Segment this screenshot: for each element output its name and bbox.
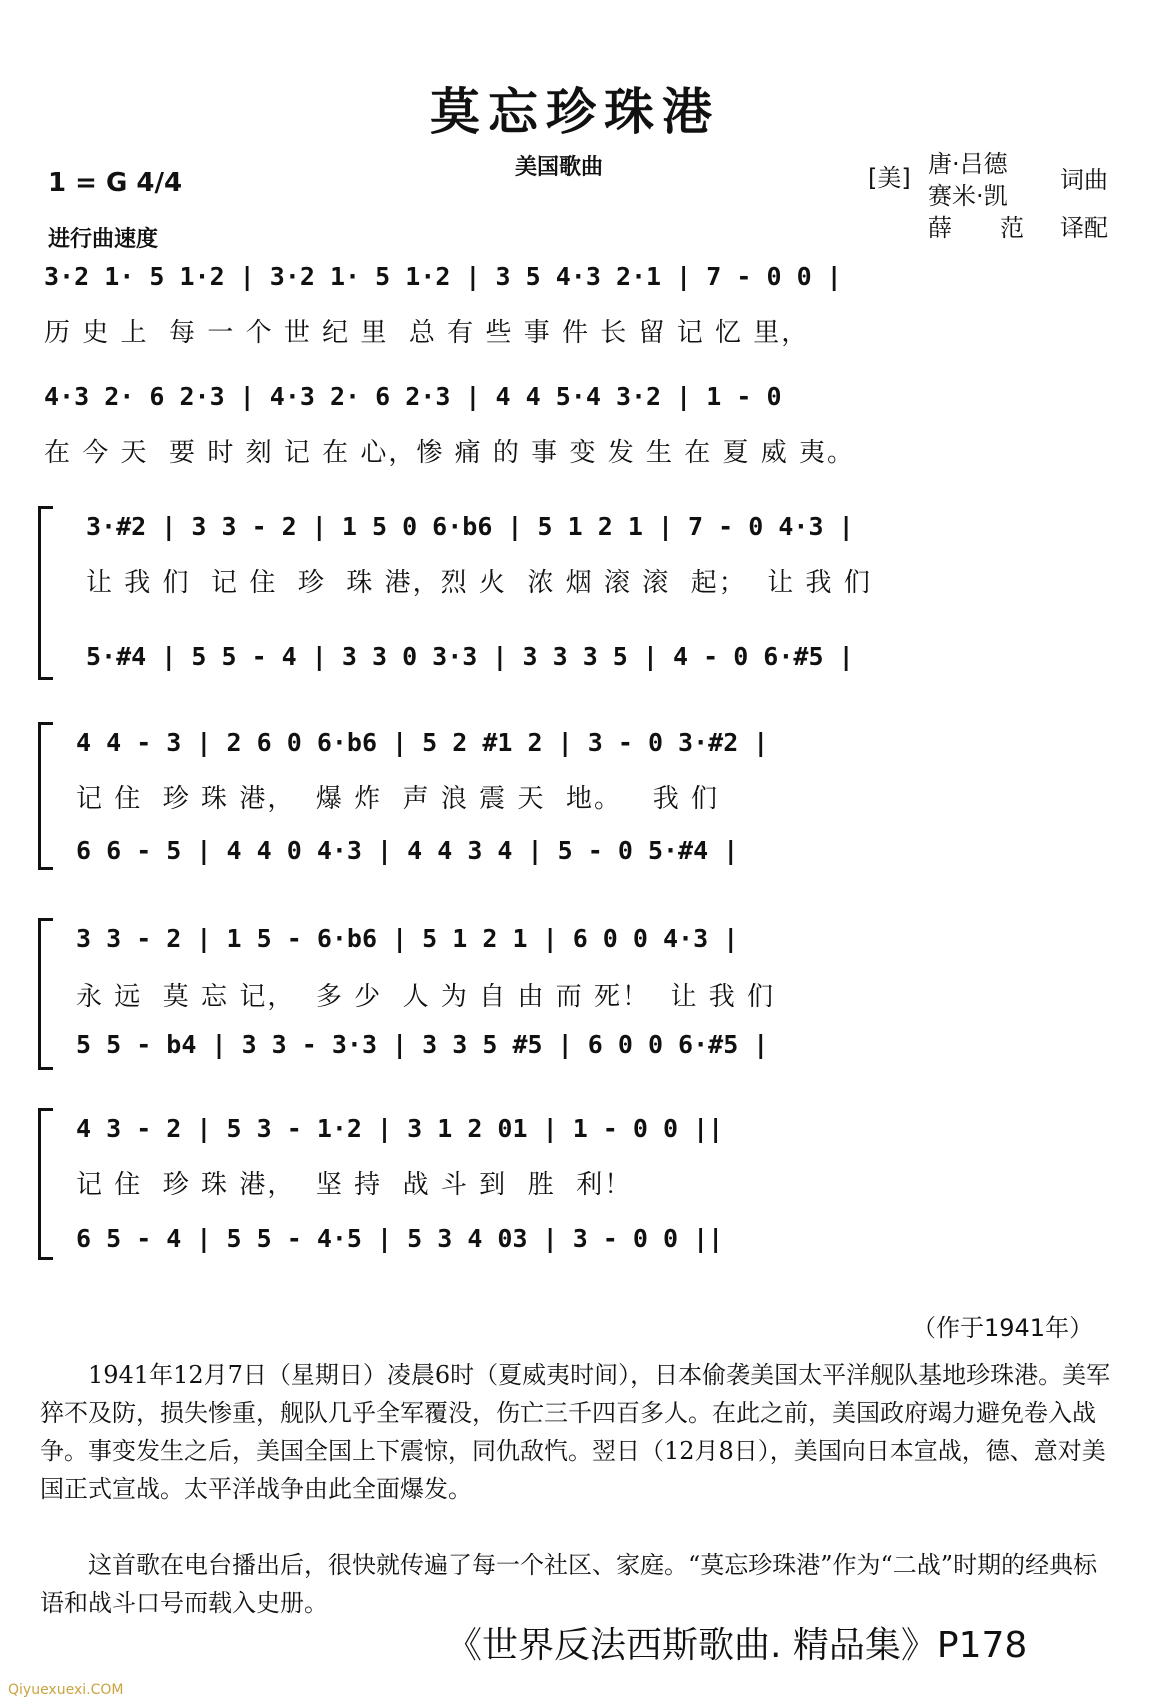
score-lyric-6: 记 住 珍 珠 港， 坚 持 战 斗 到 胜 利！: [76, 1170, 633, 1200]
watermark: Qiyuexuexi.COM: [8, 1682, 124, 1698]
score-notes-6: 4 3 - 2 | 5 3 - 1·2 | 3 1 2 01 | 1 - 0 0 ||: [76, 1114, 724, 1143]
key-signature: 1 = G 4/4: [48, 168, 183, 198]
song-title: 莫忘珍珠港: [430, 83, 720, 141]
composed-note: （作于1941年）: [912, 1314, 1094, 1342]
score-notes-4: 4 4 - 3 | 2 6 0 6·b6 | 5 2 #1 2 | 3 - 0 3·#2 |: [76, 728, 769, 757]
credit-author-1: 唐·吕德: [928, 150, 1008, 178]
credit-role-1: 词曲: [1060, 166, 1108, 194]
score-lyric-5: 永 远 莫 忘 记， 多 少 人 为 自 由 而 死！ 让 我 们: [76, 982, 776, 1012]
tempo-marking: 进行曲速度: [48, 227, 159, 252]
system-bracket: [38, 1108, 53, 1260]
score-lyric-3: 让 我 们 记 住 珍 珠 港，烈 火 浓 烟 滚 滚 起； 让 我 们: [86, 568, 872, 598]
score-lower-3: 5·#4 | 5 5 - 4 | 3 3 0 3·3 | 3 3 3 5 | 4 - 0 6·#5 |: [86, 642, 854, 671]
source-citation: 《世界反法西斯歌曲. 精品集》P178: [446, 1625, 1028, 1666]
score-lyric-1: 历 史 上 每 一 个 世 纪 里 总 有 些 事 件 长 留 记 忆 里，: [44, 318, 810, 348]
score-lower-5: 5 5 - b4 | 3 3 - 3·3 | 3 3 5 #5 | 6 0 0 6·#5 |: [76, 1030, 769, 1059]
system-bracket: [38, 918, 53, 1070]
credit-country: [美]: [868, 164, 911, 192]
song-subtitle: 美国歌曲: [515, 155, 604, 180]
score-notes-2: 4·3 2· 6 2·3 | 4·3 2· 6 2·3 | 4 4 5·4 3·2 | 1 - 0: [44, 382, 782, 411]
score-lyric-2: 在 今 天 要 时 刻 记 在 心，惨 痛 的 事 变 发 生 在 夏 威 夷。: [44, 438, 856, 468]
system-bracket: [38, 506, 53, 680]
history-paragraph: 这首歌在电台播出后，很快就传遍了每一个社区、家庭。“莫忘珍珠港”作为“二战”时期的经典标语和战斗口号而载入史册。: [40, 1551, 1098, 1617]
score-notes-5: 3 3 - 2 | 1 5 - 6·b6 | 5 1 2 1 | 6 0 0 4·3 |: [76, 924, 739, 953]
score-lyric-4: 记 住 珍 珠 港， 爆 炸 声 浪 震 天 地。 我 们: [76, 784, 720, 814]
score-notes-1: 3·2 1· 5 1·2 | 3·2 1· 5 1·2 | 3 5 4·3 2·1 | 7 - 0 0 |: [44, 262, 842, 291]
history-paragraph: 1941年12月7日（星期日）凌晨6时（夏威夷时间），日本偷袭美国太平洋舰队基地珍珠港。美军猝不及防，损失惨重，舰队几乎全军覆没，伤亡三千四百多人。在此之前，美国政府竭力避免卷入战争。事变发生之后，美国全国上下震惊，同仇敌忾。翌日（12月8日），美国向日本宣战，德、意对美国正式宣战。太平洋战争由此全面爆发。: [40, 1361, 1111, 1503]
credit-role-2: 译配: [1060, 214, 1108, 242]
system-bracket: [38, 722, 53, 870]
score-lower-6: 6 5 - 4 | 5 5 - 4·5 | 5 3 4 03 | 3 - 0 0 ||: [76, 1224, 724, 1253]
score-lower-4: 6 6 - 5 | 4 4 0 4·3 | 4 4 3 4 | 5 - 0 5·#4 |: [76, 836, 739, 865]
credit-author-2: 赛米·凯: [928, 182, 1008, 210]
score-notes-3: 3·#2 | 3 3 - 2 | 1 5 0 6·b6 | 5 1 2 1 | 7 - 0 4·3 |: [86, 512, 854, 541]
credit-translator: 薛 范: [928, 214, 1024, 242]
